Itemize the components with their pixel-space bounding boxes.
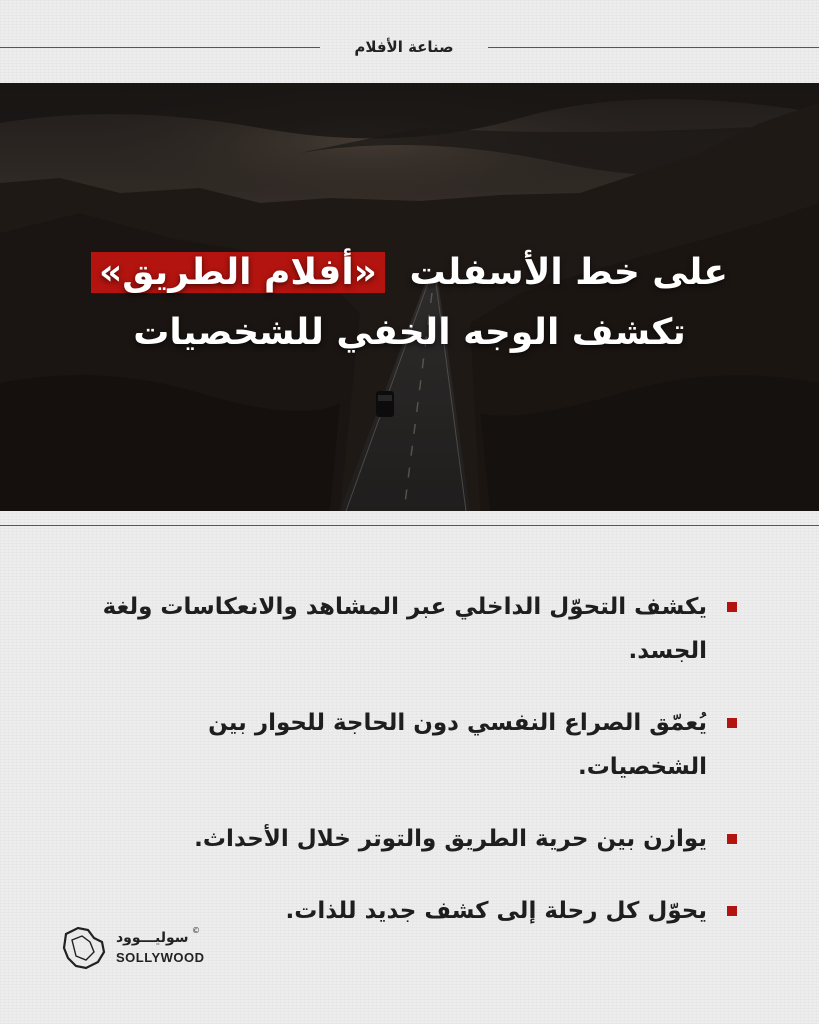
saudi-map-icon [58,922,110,974]
header-rule-right [488,47,819,48]
brand-english: SOLLYWOOD [116,950,205,965]
headline-line-2: تكشف الوجه الخفي للشخصيات [133,312,686,353]
brand-arabic: سوليـــوود [116,930,189,946]
brand-logo [58,920,208,980]
bullet-text: يُعمّق الصراع النفسي دون الحاجة للحوار بين الشخصيات. [208,710,707,780]
bullet-text: يكشف التحوّل الداخلي عبر المشاهد والانعكاسات ولغة الجسد. [102,594,707,664]
headline-text: على خط الأسفلت [409,252,729,293]
headline-highlight: «أفلام الطريق» [91,252,385,293]
bullet-text: يوازن بين حرية الطريق والتوتر خلال الأحداث. [194,826,707,852]
category-label: صناعة الأفلام [354,38,454,56]
headline [0,243,819,363]
hero-image [0,83,819,511]
bullet-square-icon [727,718,737,728]
header-rule-left [0,47,320,48]
bullet-square-icon [727,602,737,612]
list-item [99,817,739,861]
section-divider [0,525,819,526]
bullet-list [99,585,739,961]
bullet-square-icon [727,906,737,916]
bullet-square-icon [727,834,737,844]
list-item [99,585,739,673]
registered-mark: © [192,926,200,935]
headline-line-1 [0,243,819,303]
list-item [99,701,739,789]
bullet-text: يحوّل كل رحلة إلى كشف جديد للذات. [285,898,707,924]
